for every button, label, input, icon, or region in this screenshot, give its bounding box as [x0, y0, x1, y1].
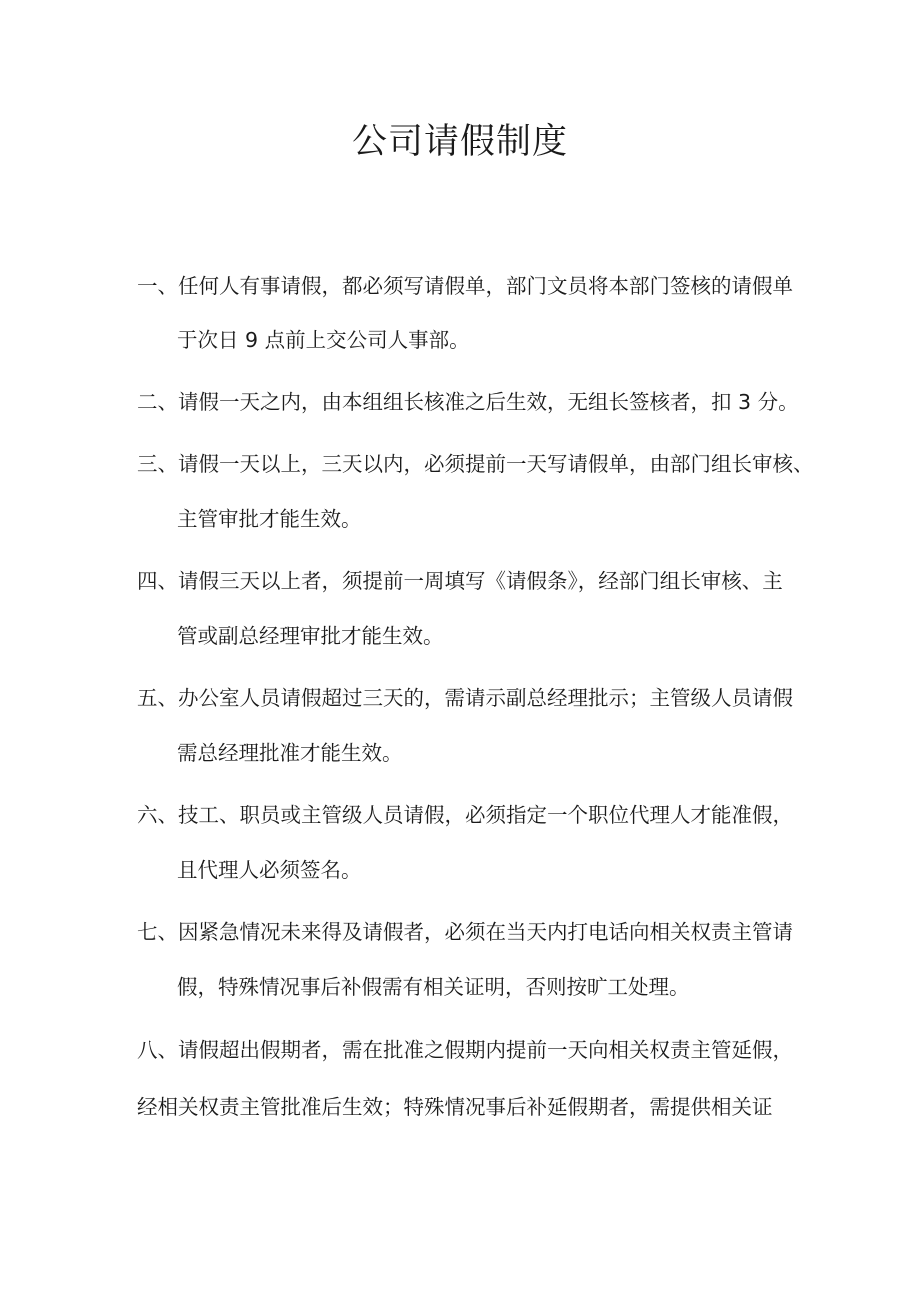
- rule-8-line-2: 经相关权责主管批准后生效；特殊情况事后补延假期者，需提供相关证: [137, 1095, 773, 1119]
- rule-5-line-1: 五、办公室人员请假超过三天的，需请示副总经理批示；主管级人员请假: [137, 686, 793, 710]
- rule-4-line-1: 四、请假三天以上者，须提前一周填写《请假条》，经部门组长审核、主: [137, 569, 783, 593]
- rule-6-line-1: 六、技工、职员或主管级人员请假，必须指定一个职位代理人才能准假，: [137, 803, 793, 827]
- rule-3-line-1: 三、请假一天以上，三天以内，必须提前一天写请假单，由部门组长审核、: [137, 452, 814, 476]
- rule-4-line-2: 管或副总经理审批才能生效。: [177, 624, 444, 648]
- rule-6-line-2: 且代理人必须签名。: [177, 858, 362, 882]
- rule-1-line-1: 一、任何人有事请假，都必须写请假单，部门文员将本部门签核的请假单: [137, 274, 793, 298]
- rule-7-line-1: 七、因紧急情况未来得及请假者，必须在当天内打电话向相关权责主管请: [137, 920, 793, 944]
- rule-5-line-2: 需总经理批准才能生效。: [177, 741, 403, 765]
- rule-7-line-2: 假，特殊情况事后补假需有相关证明，否则按旷工处理。: [177, 975, 690, 999]
- rule-2-line-1: 二、请假一天之内，由本组组长核准之后生效，无组长签核者，扣 3 分。: [137, 390, 799, 414]
- page-title: 公司请假制度: [351, 122, 568, 162]
- rule-3-line-2: 主管审批才能生效。: [177, 507, 362, 531]
- rule-1-line-2: 于次日 9 点前上交公司人事部。: [177, 328, 470, 352]
- rule-8-line-1: 八、请假超出假期者，需在批准之假期内提前一天向相关权责主管延假，: [137, 1038, 793, 1062]
